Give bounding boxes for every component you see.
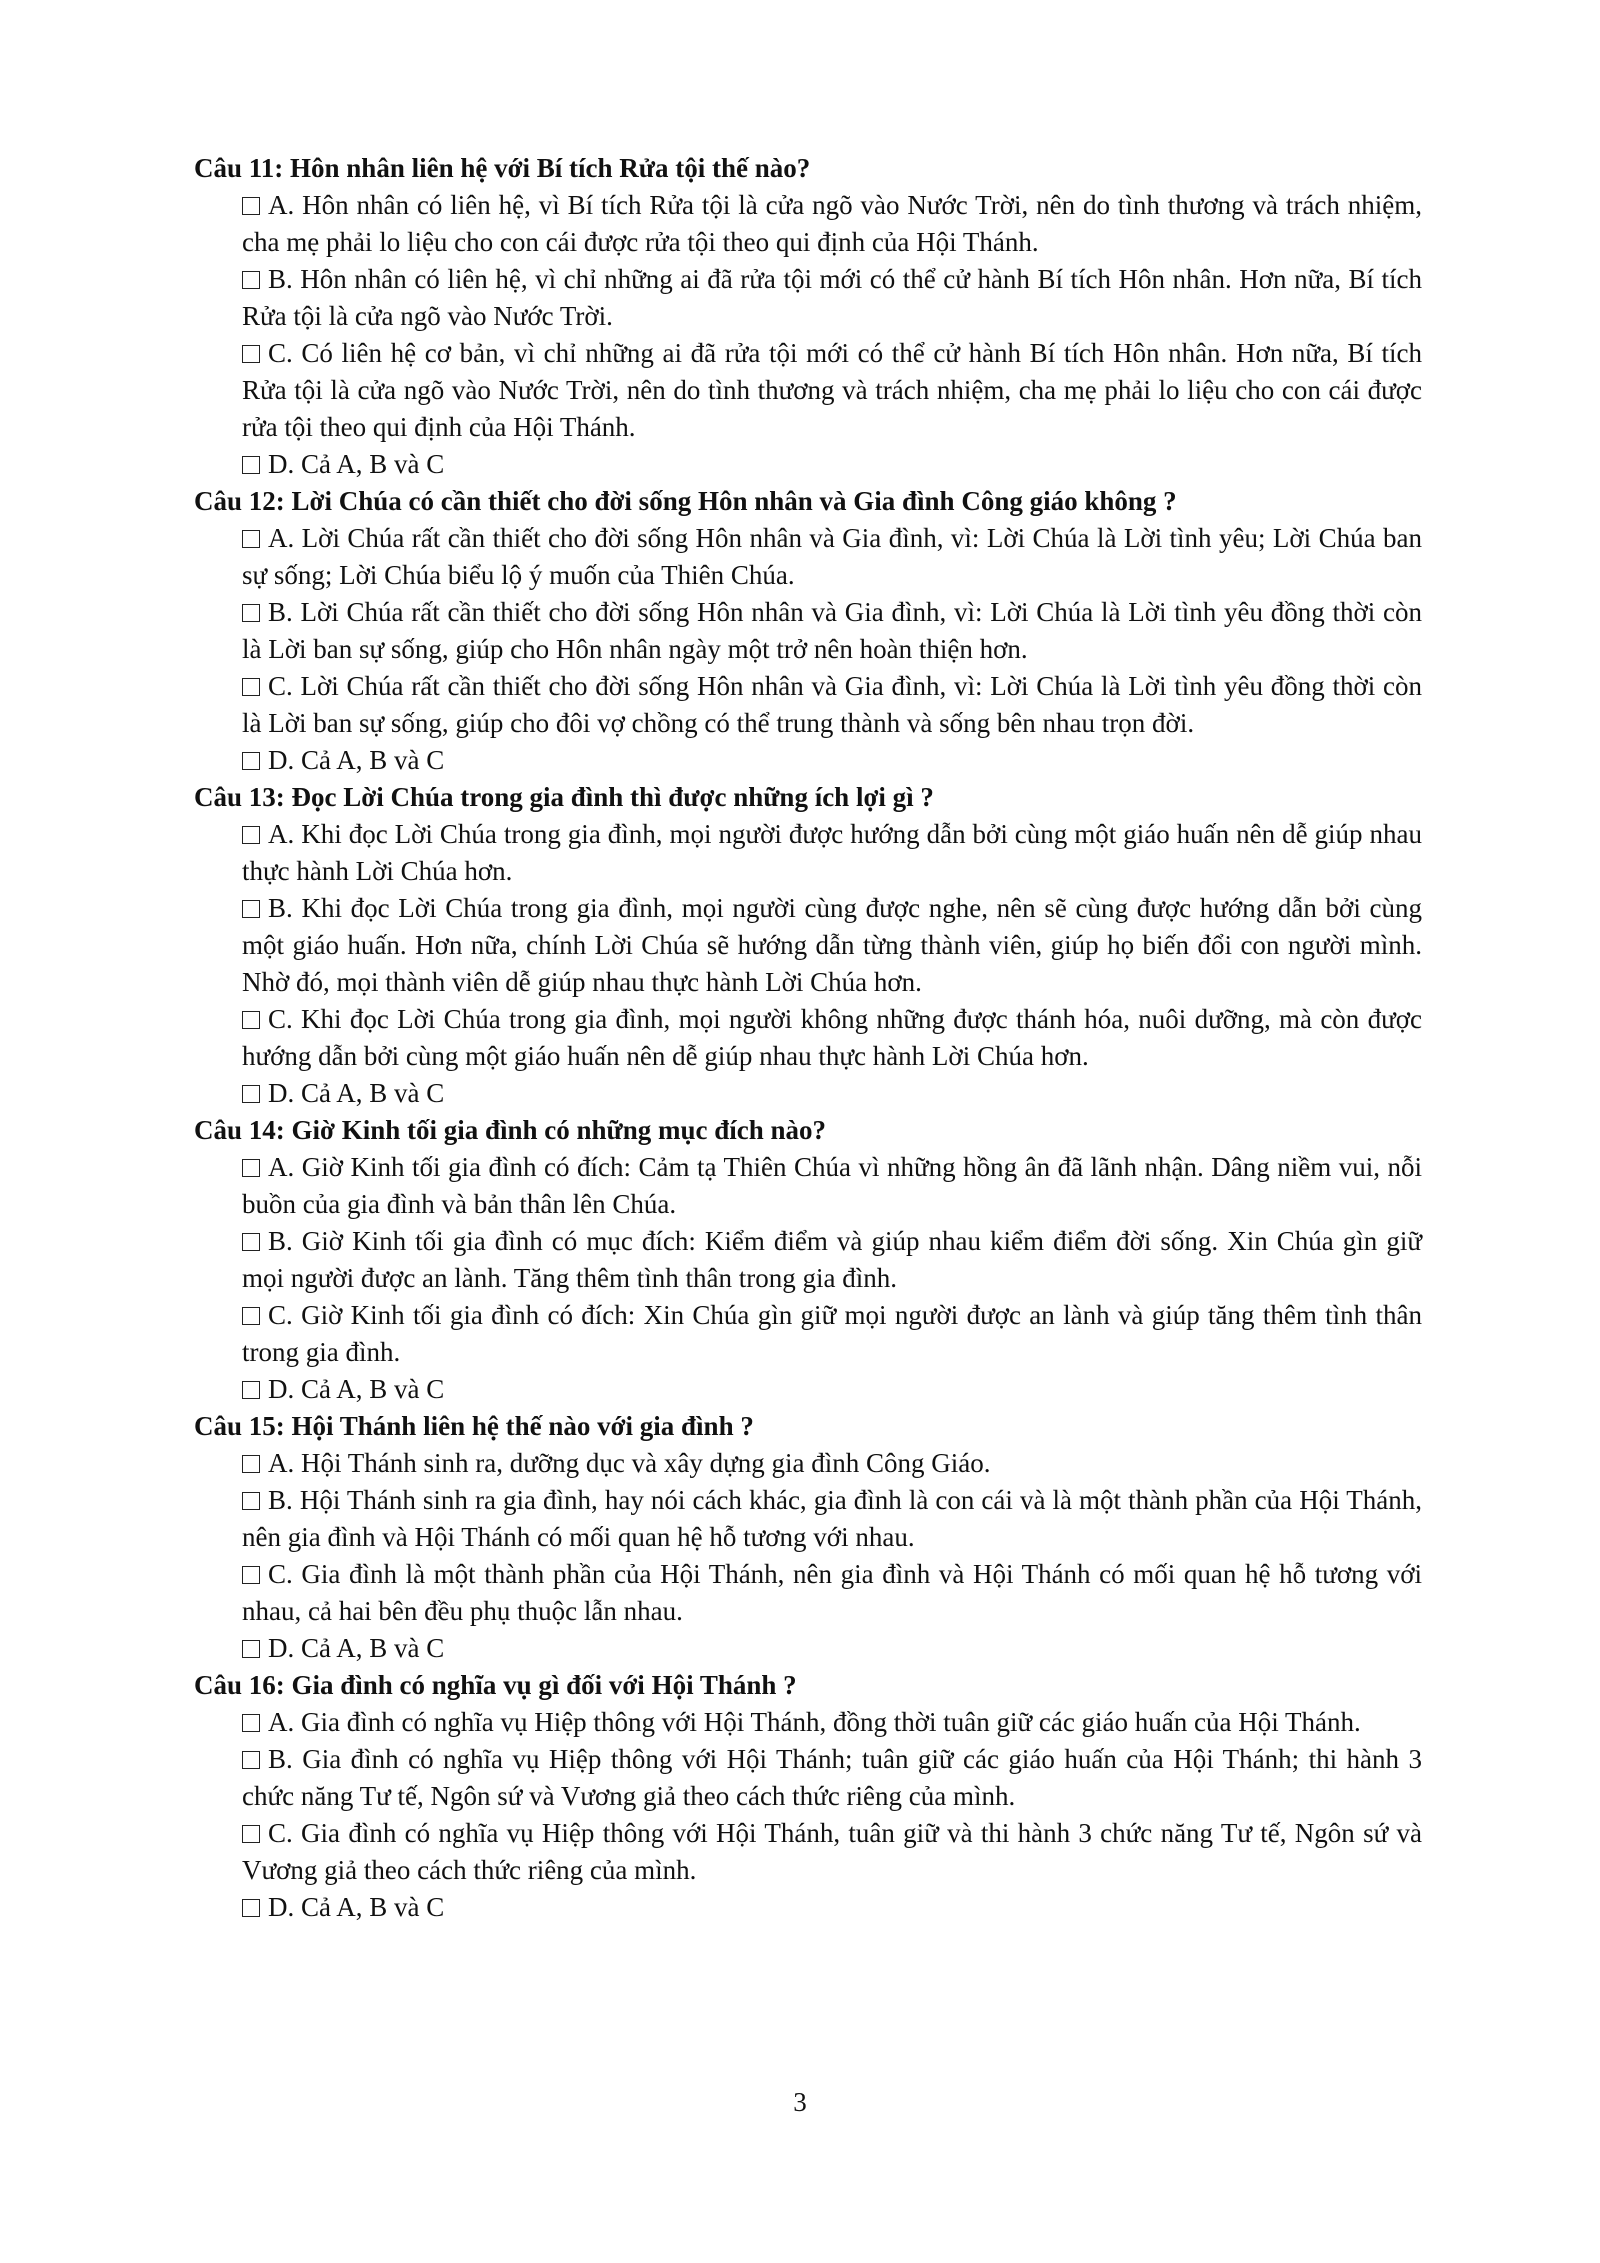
- answer-option: [242, 520, 1422, 594]
- document-page: [194, 150, 1422, 1926]
- answer-text: A. Lời Chúa rất cần thiết cho đời sống Hôn nhân và Gia đình, vì: Lời Chúa là Lời tình yêu; Lời Chúa ban sự sống; Lời Chúa biểu lộ ý muốn của Thiên Chúa.: [242, 523, 1422, 590]
- answer-text: A. Hôn nhân có liên hệ, vì Bí tích Rửa tội là cửa ngõ vào Nước Trời, nên do tình thương và trách nhiệm, cha mẹ phải lo liệu cho con cái được rửa tội theo qui định của Hội Thánh.: [242, 190, 1422, 257]
- answer-text: B. Khi đọc Lời Chúa trong gia đình, mọi người cùng được nghe, nên sẽ cùng được hướng dẫn bởi cùng một giáo huấn. Hơn nữa, chính Lời Chúa sẽ hướng dẫn từng thành viên, giúp họ biến đổi con người mình. Nhờ đó, mọi thành viên dễ giúp nhau thực hành Lời Chúa hơn.: [242, 893, 1422, 997]
- answer-option: [242, 1889, 1422, 1926]
- question-title: Câu 12: Lời Chúa có cần thiết cho đời sống Hôn nhân và Gia đình Công giáo không ?: [194, 486, 1177, 516]
- answer-text: A. Hội Thánh sinh ra, dưỡng dục và xây dựng gia đình Công Giáo.: [268, 1448, 991, 1478]
- checkbox-icon[interactable]: [242, 1011, 260, 1029]
- question-title: Câu 14: Giờ Kinh tối gia đình có những mục đích nào?: [194, 1115, 827, 1145]
- answer-text: C. Khi đọc Lời Chúa trong gia đình, mọi người không những được thánh hóa, nuôi dưỡng, mà còn được hướng dẫn bởi cùng một giáo huấn nên dễ giúp nhau thực hành Lời Chúa hơn.: [242, 1004, 1422, 1071]
- answer-text: D. Cả A, B và C: [268, 1633, 445, 1663]
- question-title: Câu 16: Gia đình có nghĩa vụ gì đối với Hội Thánh ?: [194, 1670, 797, 1700]
- checkbox-icon[interactable]: [242, 1455, 260, 1473]
- answer-option: [242, 1371, 1422, 1408]
- checkbox-icon[interactable]: [242, 1492, 260, 1510]
- checkbox-icon[interactable]: [242, 530, 260, 548]
- checkbox-icon[interactable]: [242, 271, 260, 289]
- question-block: [194, 1667, 1422, 1926]
- answer-option: [242, 1149, 1422, 1223]
- question-block: [194, 150, 1422, 483]
- answer-option: [242, 446, 1422, 483]
- checkbox-icon[interactable]: [242, 1159, 260, 1177]
- question-title: Câu 15: Hội Thánh liên hệ thế nào với gia đình ?: [194, 1411, 754, 1441]
- answer-text: C. Lời Chúa rất cần thiết cho đời sống Hôn nhân và Gia đình, vì: Lời Chúa là Lời tình yêu đồng thời còn là Lời ban sự sống, giúp cho đôi vợ chồng có thể trung thành và sống bên nhau trọn đời.: [242, 671, 1422, 738]
- checkbox-icon[interactable]: [242, 197, 260, 215]
- answer-text: B. Hôn nhân có liên hệ, vì chỉ những ai đã rửa tội mới có thể cử hành Bí tích Hôn nhân. Hơn nữa, Bí tích Rửa tội là cửa ngõ vào Nước Trời.: [242, 264, 1422, 331]
- answer-option: [242, 1741, 1422, 1815]
- checkbox-icon[interactable]: [242, 1899, 260, 1917]
- answer-text: C. Gia đình có nghĩa vụ Hiệp thông với Hội Thánh, tuân giữ và thi hành 3 chức năng Tư tế, Ngôn sứ và Vương giả theo cách thức riêng của mình.: [242, 1818, 1422, 1885]
- answer-text: D. Cả A, B và C: [268, 449, 445, 479]
- answer-text: B. Lời Chúa rất cần thiết cho đời sống Hôn nhân và Gia đình, vì: Lời Chúa là Lời tình yêu đồng thời còn là Lời ban sự sống, giúp cho Hôn nhân ngày một trở nên hoàn thiện hơn.: [242, 597, 1422, 664]
- checkbox-icon[interactable]: [242, 1566, 260, 1584]
- checkbox-icon[interactable]: [242, 1307, 260, 1325]
- question-block: [194, 1112, 1422, 1408]
- checkbox-icon[interactable]: [242, 826, 260, 844]
- question-block: [194, 483, 1422, 779]
- answer-text: C. Gia đình là một thành phần của Hội Thánh, nên gia đình và Hội Thánh có mối quan hệ hỗ tương với nhau, cả hai bên đều phụ thuộc lẫn nhau.: [242, 1559, 1422, 1626]
- answer-option: [242, 335, 1422, 446]
- checkbox-icon[interactable]: [242, 1714, 260, 1732]
- answer-option: [242, 187, 1422, 261]
- checkbox-icon[interactable]: [242, 1640, 260, 1658]
- answer-option: [242, 742, 1422, 779]
- checkbox-icon[interactable]: [242, 1381, 260, 1399]
- question-title: Câu 13: Đọc Lời Chúa trong gia đình thì được những ích lợi gì ?: [194, 782, 934, 812]
- answer-option: [242, 1001, 1422, 1075]
- checkbox-icon[interactable]: [242, 604, 260, 622]
- answer-text: B. Hội Thánh sinh ra gia đình, hay nói cách khác, gia đình là con cái và là một thành phần của Hội Thánh, nên gia đình và Hội Thánh có mối quan hệ hỗ tương với nhau.: [242, 1485, 1422, 1552]
- answer-option: [242, 1223, 1422, 1297]
- answer-option: [242, 816, 1422, 890]
- answer-option: [242, 1815, 1422, 1889]
- checkbox-icon[interactable]: [242, 1751, 260, 1769]
- page-number: 3: [793, 2087, 807, 2117]
- answer-option: [242, 1445, 1422, 1482]
- checkbox-icon[interactable]: [242, 456, 260, 474]
- answer-option: [242, 668, 1422, 742]
- checkbox-icon[interactable]: [242, 1233, 260, 1251]
- answer-option: [242, 1556, 1422, 1630]
- answer-text: D. Cả A, B và C: [268, 1078, 445, 1108]
- answer-text: D. Cả A, B và C: [268, 1374, 445, 1404]
- answer-text: A. Gia đình có nghĩa vụ Hiệp thông với Hội Thánh, đồng thời tuân giữ các giáo huấn của Hội Thánh.: [268, 1707, 1361, 1737]
- question-block: [194, 1408, 1422, 1667]
- question-block: [194, 779, 1422, 1112]
- checkbox-icon[interactable]: [242, 678, 260, 696]
- checkbox-icon[interactable]: [242, 900, 260, 918]
- answer-option: [242, 1630, 1422, 1667]
- answer-option: [242, 594, 1422, 668]
- question-title: Câu 11: Hôn nhân liên hệ với Bí tích Rửa tội thế nào?: [194, 153, 811, 183]
- answer-text: A. Giờ Kinh tối gia đình có đích: Cảm tạ Thiên Chúa vì những hồng ân đã lãnh nhận. Dâng niềm vui, nỗi buồn của gia đình và bản thân lên Chúa.: [242, 1152, 1422, 1219]
- answer-option: [242, 261, 1422, 335]
- answer-text: B. Giờ Kinh tối gia đình có mục đích: Kiểm điểm và giúp nhau kiểm điểm đời sống. Xin Chúa gìn giữ mọi người được an lành. Tăng thêm tình thân trong gia đình.: [242, 1226, 1422, 1293]
- answer-text: D. Cả A, B và C: [268, 745, 445, 775]
- checkbox-icon[interactable]: [242, 345, 260, 363]
- answer-option: [242, 1704, 1422, 1741]
- answer-text: C. Giờ Kinh tối gia đình có đích: Xin Chúa gìn giữ mọi người được an lành và giúp tăng thêm tình thân trong gia đình.: [242, 1300, 1422, 1367]
- answer-option: [242, 1075, 1422, 1112]
- answer-text: D. Cả A, B và C: [268, 1892, 445, 1922]
- answer-option: [242, 1297, 1422, 1371]
- answer-option: [242, 1482, 1422, 1556]
- answer-option: [242, 890, 1422, 1001]
- answer-text: A. Khi đọc Lời Chúa trong gia đình, mọi người được hướng dẫn bởi cùng một giáo huấn nên dễ giúp nhau thực hành Lời Chúa hơn.: [242, 819, 1422, 886]
- checkbox-icon[interactable]: [242, 1825, 260, 1843]
- checkbox-icon[interactable]: [242, 1085, 260, 1103]
- checkbox-icon[interactable]: [242, 752, 260, 770]
- answer-text: C. Có liên hệ cơ bản, vì chỉ những ai đã rửa tội mới có thể cử hành Bí tích Hôn nhân. Hơn nữa, Bí tích Rửa tội là cửa ngõ vào Nước Trời, nên do tình thương và trách nhiệm, cha mẹ phải lo liệu cho con cái được rửa tội theo qui định của Hội Thánh.: [242, 338, 1422, 442]
- answer-text: B. Gia đình có nghĩa vụ Hiệp thông với Hội Thánh; tuân giữ các giáo huấn của Hội Thánh; thi hành 3 chức năng Tư tế, Ngôn sứ và Vương giả theo cách thức riêng của mình.: [242, 1744, 1422, 1811]
